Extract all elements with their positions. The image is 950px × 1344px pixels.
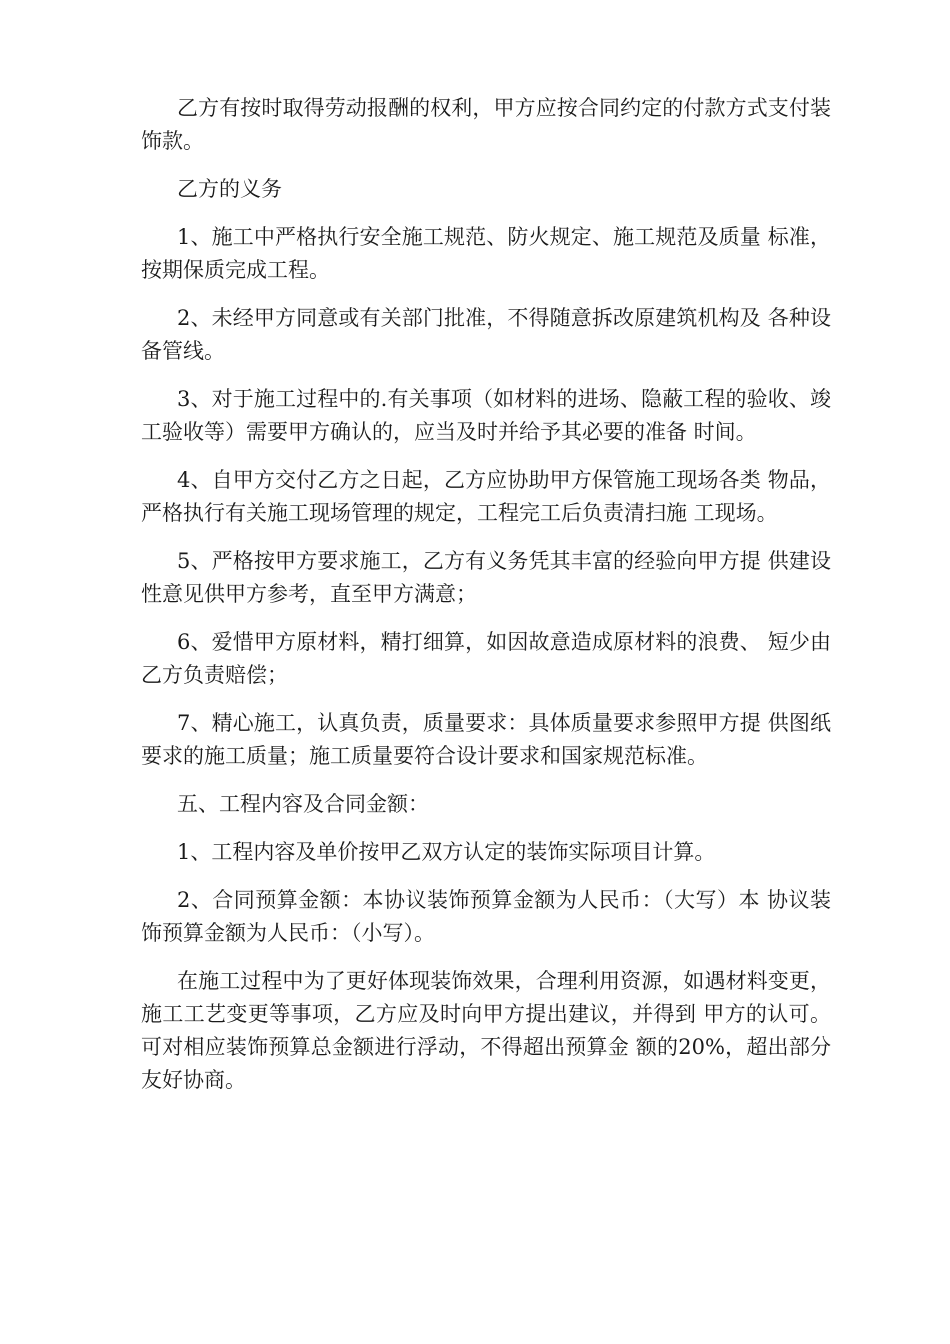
paragraph-obligation-5: 5、严格按甲方要求施工，乙方有义务凭其丰富的经验向甲方提 供建设性意见供甲方参考，直至甲方满意； [141,549,831,606]
paragraph-budget-adjustment: 在施工过程中为了更好体现装饰效果，合理利用资源，如遇材料变更，施工工艺变更等事项，乙方应及时向甲方提出建议，并得到 甲方的认可。可对相应装饰预算总金额进行浮动，不得超出预算金 额的20%，超出部分友好协商。 [141,969,831,1092]
paragraph-obligation-6: 6、爱惜甲方原材料，精打细算，如因故意造成原材料的浪费、 短少由乙方负责赔偿； [141,630,831,687]
paragraph-obligation-4: 4、自甲方交付乙方之日起，乙方应协助甲方保管施工现场各类 物品，严格执行有关施工现场管理的规定，工程完工后负责清扫施 工现场。 [141,468,831,525]
paragraph-heading-obligations: 乙方的义务 [177,177,282,201]
paragraph-content-2: 2、合同预算金额：本协议装饰预算金额为人民币：（大写）本 协议装饰预算金额为人民币：（小写）。 [141,888,831,945]
paragraph-obligation-3: 3、对于施工过程中的.有关事项（如材料的进场、隐蔽工程的验收、竣工验收等）需要甲方确认的，应当及时并给予其必要的准备 时间。 [141,387,831,444]
paragraph-obligation-1: 1、施工中严格执行安全施工规范、防火规定、施工规范及质量 标准，按期保质完成工程。 [141,225,831,282]
paragraph-section-five-heading: 五、工程内容及合同金额： [177,792,429,816]
paragraph-content-1: 1、工程内容及单价按甲乙双方认定的装饰实际项目计算。 [177,840,716,864]
paragraph-payment-right: 乙方有按时取得劳动报酬的权利，甲方应按合同约定的付款方式支付装饰款。 [141,96,831,153]
document-body [141,92,831,1112]
paragraph-obligation-7: 7、精心施工，认真负责，质量要求：具体质量要求参照甲方提 供图纸要求的施工质量；施工质量要符合设计要求和国家规范标准。 [141,711,831,768]
paragraph-obligation-2: 2、未经甲方同意或有关部门批准，不得随意拆改原建筑机构及 各种设备管线。 [141,306,831,363]
